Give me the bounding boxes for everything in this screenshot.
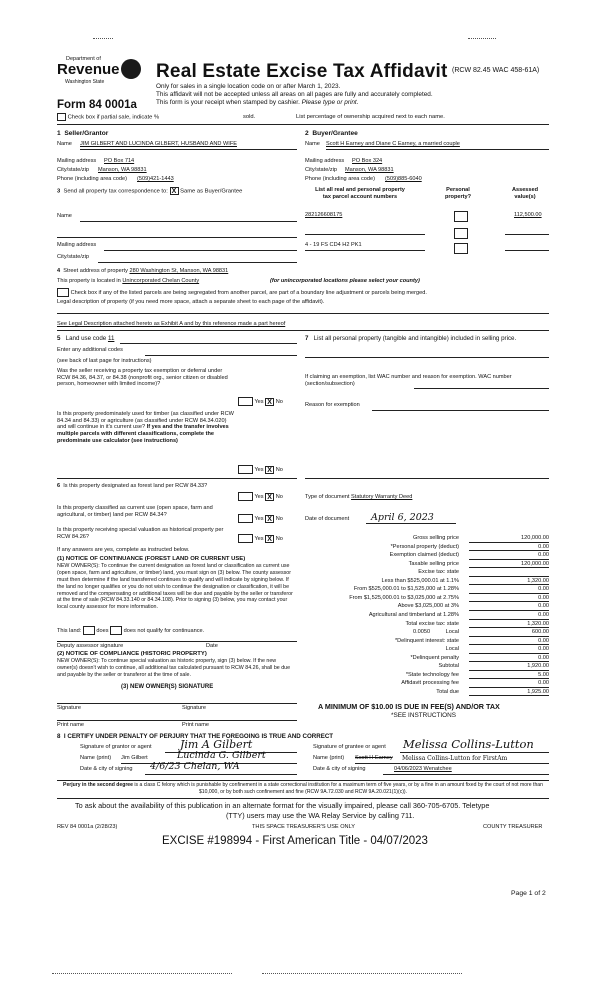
section3-mailing-line [104, 250, 297, 251]
tax-row [305, 680, 549, 688]
tax-row [305, 578, 549, 586]
accessibility-line1: To ask about the availability of this publication in an alternate format for the visually impaired, please call 360-705-6705. Teletype [75, 801, 490, 810]
land-use-label: Land use code [65, 335, 107, 342]
section5-num: 5 [57, 335, 61, 342]
section4-located-note: (for unincorporated locations please select your county) [270, 278, 420, 284]
tax-row-label: Local [445, 646, 459, 653]
tax-row-value[interactable]: 0.00 [469, 646, 549, 654]
section4-located-row [57, 278, 199, 285]
q-historic-yes-box[interactable] [238, 534, 253, 543]
buyer-mailing-value[interactable]: PO Box 324 [352, 158, 383, 164]
buyer-name-line [326, 149, 549, 150]
buyer-phone-value[interactable]: (509)885-6040 [385, 176, 422, 182]
land-use-line [120, 343, 297, 344]
sig-grantee-line [400, 752, 549, 753]
additional-codes-label: Enter any additional codes [57, 347, 123, 353]
tax-row-value[interactable]: 0.00 [469, 638, 549, 646]
tax-row-value[interactable]: 5.00 [469, 672, 549, 680]
tax-row [305, 544, 549, 552]
buyer-city-value[interactable]: Manson, WA 98831 [345, 167, 394, 173]
parcel-2-value-line [505, 234, 549, 235]
section4-located-label: This property is located in [57, 278, 121, 284]
tax-row-value[interactable]: 1,920.00 [469, 663, 549, 671]
q-forest-answer [238, 492, 283, 501]
tax-row-label: *Personal property (deduct) [390, 543, 459, 550]
legal-description-value[interactable]: See Legal Description attached hereto as Exhibit A and by this reference made a part hereof [57, 321, 286, 327]
accessibility-line2: (TTY) users may use the WA Relay Service by calling 711. [226, 811, 415, 820]
tax-row-label: Agricultural and timberland at 1.28% [368, 611, 459, 618]
section3-name-line2 [57, 237, 297, 238]
tax-row [305, 638, 549, 646]
name-print-grantor-value-2[interactable]: Lucinda G. Gilbert [177, 750, 266, 761]
section3-row [57, 187, 242, 195]
q-historic-text: Is this property receiving special valuation as historical property per RCW 84.26? [57, 527, 224, 540]
notice3-title: (3) NEW OWNER(S) SIGNATURE [121, 684, 214, 690]
q-timber-yes-box[interactable] [238, 465, 253, 474]
land-does-checkbox[interactable] [83, 626, 95, 635]
additional-codes-line [145, 355, 297, 356]
new-owner-print-line [57, 720, 297, 721]
q-forest-no-label: No [275, 493, 283, 500]
certify-text: I CERTIFY UNDER PENALTY OF PERJURY THAT THE FOREGOING IS TRUE AND CORRECT [63, 733, 334, 740]
q-current-use-yes-label: Yes [254, 515, 264, 522]
partial-sale-label: Check box if partial sale, indicate % [67, 114, 160, 121]
seller-heading-text: Seller/Grantor [64, 130, 109, 137]
reason-label: Reason for exemption [305, 402, 360, 408]
new-owner-print-label-2: Print name [182, 722, 210, 728]
segregated-checkbox[interactable] [57, 288, 69, 297]
doc-date-label: Date of document [305, 516, 350, 522]
parcel-1-personal-checkbox[interactable] [454, 211, 468, 222]
new-owner-sig-label-2: Signature [182, 705, 206, 711]
form-rcw-ref: (RCW 82.45 WAC 458-61A) [452, 67, 540, 74]
segregated-row [57, 288, 427, 297]
buyer-name-label: Name [305, 141, 320, 147]
tax-row-value[interactable]: 120,000.00 [469, 561, 549, 569]
excise-stamp: EXCISE #198994 - First American Title - 04/07/2023 [162, 835, 428, 847]
section7-rule [305, 478, 549, 479]
buyer-heading-text: Buyer/Grantee [312, 130, 358, 137]
deputy-line [57, 641, 297, 642]
date-city-grantor-line [145, 774, 297, 775]
q-historic-no-box[interactable]: X [265, 535, 274, 543]
tax-row-label: Above $3,025,000 at 3% [397, 603, 459, 610]
tax-row-label: Excise tax: state [418, 569, 459, 576]
q-exemption-no-box[interactable]: X [265, 398, 274, 406]
tax-row [305, 655, 549, 663]
section3-city-label: City/state/zip [57, 254, 90, 260]
tax-row [305, 586, 549, 594]
tax-row-label: *State technology fee [405, 671, 459, 678]
q-current-use-text: Is this property classified as current use (open space, farm and agricultural, or timber) land per RCW 84.34? [57, 505, 213, 518]
tax-row [305, 595, 549, 603]
section3-mailing-label: Mailing address [57, 242, 97, 248]
section7-line-1 [305, 357, 549, 358]
legal-line-1 [57, 313, 549, 314]
perjury-body: is a class C felony which is punishable by confinement in a state correctional institution for a maximum term of five years, or by a fine in an amount fixed by the court of not more than $10,000, or by both such confinement and fine (RCW 9A.72.030 and RCW 9A.20.021(1)(c)). [134, 782, 543, 795]
parcels-col2b: property? [444, 193, 472, 200]
perjury-bold: Perjury in the second degree [63, 782, 133, 788]
q-forest-text [57, 483, 237, 490]
tax-row-label: From $1,525,000.01 to $3,025,000 at 2.75% [349, 594, 459, 601]
name-print-grantee-line [355, 763, 549, 764]
scan-mark-1 [93, 38, 113, 39]
section4-rule [57, 330, 549, 331]
wac-line [414, 388, 549, 389]
new-owner-print-label-1: Print name [57, 722, 85, 728]
tax-row-label: Local [445, 629, 459, 636]
tax-row [305, 629, 549, 637]
seller-city-value[interactable]: Manson, WA 98831 [98, 167, 147, 173]
land-use-value[interactable]: 11 [107, 335, 115, 342]
tax-row-value[interactable]: 0.00 [469, 655, 549, 663]
q-forest-yes-box[interactable] [238, 492, 253, 501]
parcel-1-number[interactable]: 282126608175 [305, 212, 343, 218]
q-exemption-text: Was the seller receiving a property tax exemption or deferral under RCW 84.36, 84.37, or 84.38 (nonprofit org., senior citizen or disabled person, homeowner with limited income)? [57, 368, 228, 388]
parcels-col1a: List all real and personal property [315, 187, 405, 193]
q-timber-no-label: No [275, 466, 283, 473]
tax-row [305, 663, 549, 671]
wac-label: If claiming an exemption, list WAC number and reason for exemption. WAC number (section/subsection) [305, 374, 512, 387]
parcels-col1 [305, 187, 415, 200]
notice1-title: (1) NOTICE OF CONTINUANCE (FOREST LAND OR CURRENT USE) [57, 556, 246, 562]
section8-num: 8 [57, 733, 61, 740]
tax-row-label: *Delinquent interest: state [394, 637, 459, 644]
section7-text [305, 335, 535, 342]
tax-row [305, 612, 549, 620]
q-forest-label: Is this property designated as forest land per RCW 84.33? [63, 483, 208, 489]
tax-row-value[interactable]: 0.00 [469, 680, 549, 688]
section4-address-value[interactable]: 280 Washington St, Manson, WA 98831 [129, 268, 229, 274]
q-timber-text-a: Is this property predominately used for timber (as classified under RCW 84.34 and 84.33) or agriculture (as classified under RCW 84.34.020) and will continue in it's current use? [57, 411, 234, 431]
tax-row-rate: 0.0050 [413, 629, 431, 636]
tax-row [305, 646, 549, 654]
parcels-col3 [505, 187, 545, 200]
tax-row [305, 603, 549, 611]
q-forest-no-box[interactable]: X [265, 493, 274, 501]
tax-row-value[interactable]: 120,000.00 [469, 535, 549, 543]
tax-row-label: *Delinquent penalty [410, 654, 459, 661]
tax-row [305, 561, 549, 569]
notice2-title: (2) NOTICE OF COMPLIANCE (HISTORIC PROPERTY) [57, 651, 207, 657]
dept-name: Revenue [57, 61, 120, 78]
same-as-buyer-label: Same as Buyer/Grantee [180, 188, 243, 195]
section4-label: Street address of property [63, 268, 128, 274]
tax-row-value[interactable]: 1,320.00 [469, 621, 549, 629]
q-timber-answer [238, 465, 283, 474]
section4-located-value[interactable]: Unincorporated Chelan County [122, 278, 200, 284]
footer-rev: REV 84 0001a (2/28/23) [57, 824, 118, 830]
q-current-use-answer [238, 514, 283, 523]
tax-row-label: Affidavit processing fee [401, 680, 459, 687]
buyer-heading-num: 2 [305, 130, 309, 137]
seller-heading-num: 1 [57, 130, 61, 137]
q-current-use-yes-box[interactable] [238, 514, 253, 523]
form-title: Real Estate Excise Tax Affidavit [156, 61, 448, 82]
date-city-grantee-label: Date & city of signing [313, 766, 366, 772]
perjury-top-rule [57, 780, 549, 781]
q-exemption-yes-box[interactable] [238, 397, 253, 406]
tax-row-label: Gross selling price [412, 535, 459, 541]
parcels-col1b: tax parcel account numbers [322, 193, 398, 200]
parcels-col2 [438, 187, 478, 200]
tax-row-value[interactable]: 0.00 [469, 544, 549, 552]
header-rule [57, 124, 549, 125]
header-note-1: Only for sales in a single location code on or after March 1, 2023. [156, 83, 341, 90]
parcel-2-personal-checkbox[interactable] [454, 228, 468, 239]
deputy-date-label: Date [206, 643, 218, 649]
minimum-due-line1: A MINIMUM OF $10.00 IS DUE IN FEE(S) AND/OR TAX [318, 702, 500, 711]
section7-num: 7 [305, 335, 309, 342]
q-exemption-yes-label: Yes [254, 398, 264, 405]
dept-circle-icon [121, 59, 141, 79]
scan-mark-3 [52, 973, 232, 974]
q-exemption-no-label: No [275, 398, 283, 405]
tax-row-value[interactable] [469, 569, 549, 577]
this-land-label: This land: [57, 627, 82, 634]
q-historic-no-label: No [275, 535, 283, 542]
tax-row-label: Taxable selling price [408, 560, 459, 567]
dept-sub: Washington State [65, 79, 105, 85]
date-city-grantee-line [383, 774, 549, 775]
date-city-grantee-value[interactable]: 04/06/2023 Wenatchee [394, 766, 452, 772]
doc-date-line [366, 523, 456, 524]
q-timber-yes-label: Yes [254, 466, 264, 473]
buyer-name-value[interactable]: Scott H Earney and Diane C Earney, a married couple [326, 141, 460, 147]
tax-row-value[interactable]: 0.00 [469, 603, 549, 611]
doc-type-label: Type of document [305, 494, 350, 500]
tax-row-value[interactable]: 1,925.00 [469, 689, 549, 697]
deputy-label: Deputy assessor signature [57, 643, 124, 649]
parcel-3-value-line [505, 250, 549, 251]
sig-grantee-label: Signature of grantee or agent [313, 744, 386, 750]
see-back-label: (see back of last page for instructions) [57, 358, 152, 364]
buyer-mailing-label: Mailing address [305, 158, 345, 164]
name-print-grantee-label: Name (print) [313, 755, 345, 761]
perjury-text [57, 782, 549, 796]
perjury-bottom-rule [57, 798, 549, 799]
page-number: Page 1 of 2 [511, 890, 546, 897]
seller-name-value[interactable]: JIM GILBERT AND LUCINDA GILBERT, HUSBAND AND WIFE [80, 141, 237, 147]
notice2-body: NEW OWNER(S): To continue special valuation as historic property, sign (3) below. If the new owner(s) doesn't wish to continue, all additional tax calculated pursuant to RCW 84.26, shall be due and payable by the seller or transferor at the time of sale. [57, 658, 291, 678]
section5-rule [57, 478, 297, 479]
q-forest-yes-label: Yes [254, 493, 264, 500]
new-owner-sig-line [57, 703, 297, 704]
sig-grantor-label: Signature of grantor or agent [80, 744, 152, 750]
tax-row-label: From $525,000.01 to $1,525,000 at 1.28% [353, 586, 459, 593]
footer-county-treasurer: COUNTY TREASURER [483, 824, 543, 830]
parcel-2-number[interactable]: 4 - 19 FS CD4 H2 PK1 [305, 242, 362, 248]
section6-num: 6 [57, 483, 61, 489]
tax-row-label: Total excise tax: state [405, 620, 459, 627]
footer-treasurer-use: THIS SPACE TREASURER'S USE ONLY [252, 824, 356, 830]
section4-num: 4 [57, 268, 61, 274]
section3-city-line [98, 262, 297, 263]
tax-row-value[interactable]: 0.00 [469, 595, 549, 603]
header-note-2: This affidavit will not be accepted unless all areas on all pages are fully and accurately completed. [156, 91, 433, 98]
section4-address-row [57, 268, 228, 275]
seller-heading [57, 130, 108, 138]
buyer-heading [305, 130, 358, 138]
new-owner-sig-label-1: Signature [57, 705, 81, 711]
date-city-grantor-value[interactable]: 4/6/23 Chelan, WA [150, 761, 240, 772]
scan-mark-2 [468, 38, 496, 39]
section3-name-line [80, 221, 297, 222]
tax-row [305, 621, 549, 629]
legal-description-label: Legal description of property (if you need more space, attach a separate sheet to each page of the affidavit). [57, 299, 325, 305]
section7-label: List all personal property (tangible and intangible) included in selling price. [313, 335, 517, 342]
tax-row [305, 569, 549, 577]
tax-row [305, 672, 549, 680]
date-city-grantor-label: Date & city of signing [80, 766, 133, 772]
tax-row [305, 689, 549, 697]
name-print-grantor-value[interactable]: Jim Gilbert [121, 755, 148, 761]
doc-type-value[interactable]: Statutory Warranty Deed [351, 494, 413, 500]
dept-logo [57, 56, 149, 102]
q-timber-text [57, 411, 237, 445]
tax-row-value[interactable]: 0.00 [469, 586, 549, 594]
same-as-buyer-checkbox[interactable]: X [170, 187, 179, 195]
land-does-not-checkbox[interactable] [110, 626, 122, 635]
form-number: Form 84 0001a [57, 99, 137, 111]
parcel-3-line [305, 250, 425, 251]
percentage-label: List percentage of ownership acquired next to each name. [296, 114, 445, 120]
tax-row-value[interactable]: 0.00 [469, 552, 549, 560]
notice1-body: NEW OWNER(S): To continue the current designation as forest land or classification as current use (open space, farm and agriculture, or timber) land, you must sign on (3) below. The county assessor must then determine if the land transferred continues to qualify and will indicate by signing below. If the land no longer qualifies or you do not wish to continue the designation or classification, it will be removed and the compensating or additional taxes will be due and payable by the seller or transferor at the time of sale (RCW 84.33.140 or 84.34.108). Prior to signing (3) below, you may contact your local county assessor for more information. [57, 563, 293, 611]
q-historic-answer [238, 534, 283, 543]
segregated-label: Check box if any of the listed parcels are being segregated from another parcel, are part of a boundary line adjustment or parcels being merged. [70, 289, 427, 296]
doc-date-value[interactable]: April 6, 2023 [371, 512, 434, 523]
q-historic-yes-label: Yes [254, 535, 264, 542]
header-note-3b: Please type or print. [301, 99, 359, 106]
tax-row-label: Total due [436, 688, 459, 695]
if-yes-label: If any answers are yes, complete as instructed below. [57, 547, 190, 553]
land-does-not-label: does not qualify for continuance. [123, 627, 205, 634]
section3-name-label: Name [57, 213, 72, 219]
header-note-3 [156, 99, 358, 107]
tax-row-label: Subtotal [438, 663, 459, 670]
q-current-use-no-label: No [275, 515, 283, 522]
sold-label: sold. [243, 114, 256, 120]
tax-row-value[interactable]: 0.00 [469, 612, 549, 620]
q-current-use-no-box[interactable]: X [265, 515, 274, 523]
buyer-phone-label: Phone (including area code) [305, 176, 375, 182]
parcel-1-value[interactable]: 112,500.00 [514, 212, 542, 218]
tax-row-label: Less than $525,000.01 at 1.1% [381, 577, 459, 584]
tax-row-value[interactable]: 600.00 [469, 629, 549, 637]
name-print-grantee-struck: Scott H Earney [355, 755, 393, 761]
q-timber-no-box[interactable]: X [265, 466, 274, 474]
seller-phone-value[interactable]: (509)421-1443 [137, 176, 174, 182]
tax-row-label: Exemption claimed (deduct) [389, 552, 459, 559]
seller-mailing-value[interactable]: PO Box 714 [104, 158, 135, 164]
section3-text: Send all property tax correspondence to: [63, 188, 168, 195]
q-timber-text-b: If yes and the transfer involves multiple parcels with different classifications, complete the predominate use calculator (see instructions) [57, 424, 229, 444]
buyer-city-label: City/state/zip [305, 167, 338, 173]
land-use-row [57, 335, 114, 342]
land-does-label: does [96, 627, 109, 634]
name-print-grantee-value[interactable]: Melissa Collins-Lutton for FirstAm [402, 755, 508, 762]
parcels-col2a: Personal [446, 187, 470, 193]
seller-name-line [80, 149, 297, 150]
parcels-col3a: Assessed [511, 187, 539, 193]
seller-phone-label: Phone (including area code) [57, 176, 127, 182]
parcels-col3b: value(s) [514, 193, 536, 200]
q-exemption-answer [238, 397, 283, 406]
dept-top-label: Department of [66, 56, 101, 62]
seller-city-label: City/state/zip [57, 167, 90, 173]
partial-sale-row [57, 113, 159, 121]
header-note-3a: This form is your receipt when stamped by cashier. [156, 99, 300, 106]
minimum-due-line2: *SEE INSTRUCTIONS [391, 712, 456, 719]
tax-row-value[interactable]: 1,320.00 [469, 578, 549, 586]
tax-row [305, 552, 549, 560]
section3-num: 3 [57, 188, 61, 195]
parcel-2-line [305, 234, 425, 235]
seller-mailing-label: Mailing address [57, 158, 97, 164]
sig-grantor-value[interactable]: Jim A Gilbert [180, 738, 253, 751]
sig-grantee-value[interactable]: Melissa Collins-Lutton [403, 737, 534, 751]
name-print-grantor-label: Name (print) [80, 755, 112, 761]
parcel-3-personal-checkbox[interactable] [454, 243, 468, 254]
partial-sale-checkbox[interactable] [57, 113, 66, 121]
reason-line [372, 410, 549, 411]
seller-name-label: Name [57, 141, 72, 147]
this-land-row [57, 626, 204, 635]
scan-mark-4 [262, 973, 462, 974]
tax-row [305, 535, 549, 543]
doc-type-row [305, 494, 412, 501]
